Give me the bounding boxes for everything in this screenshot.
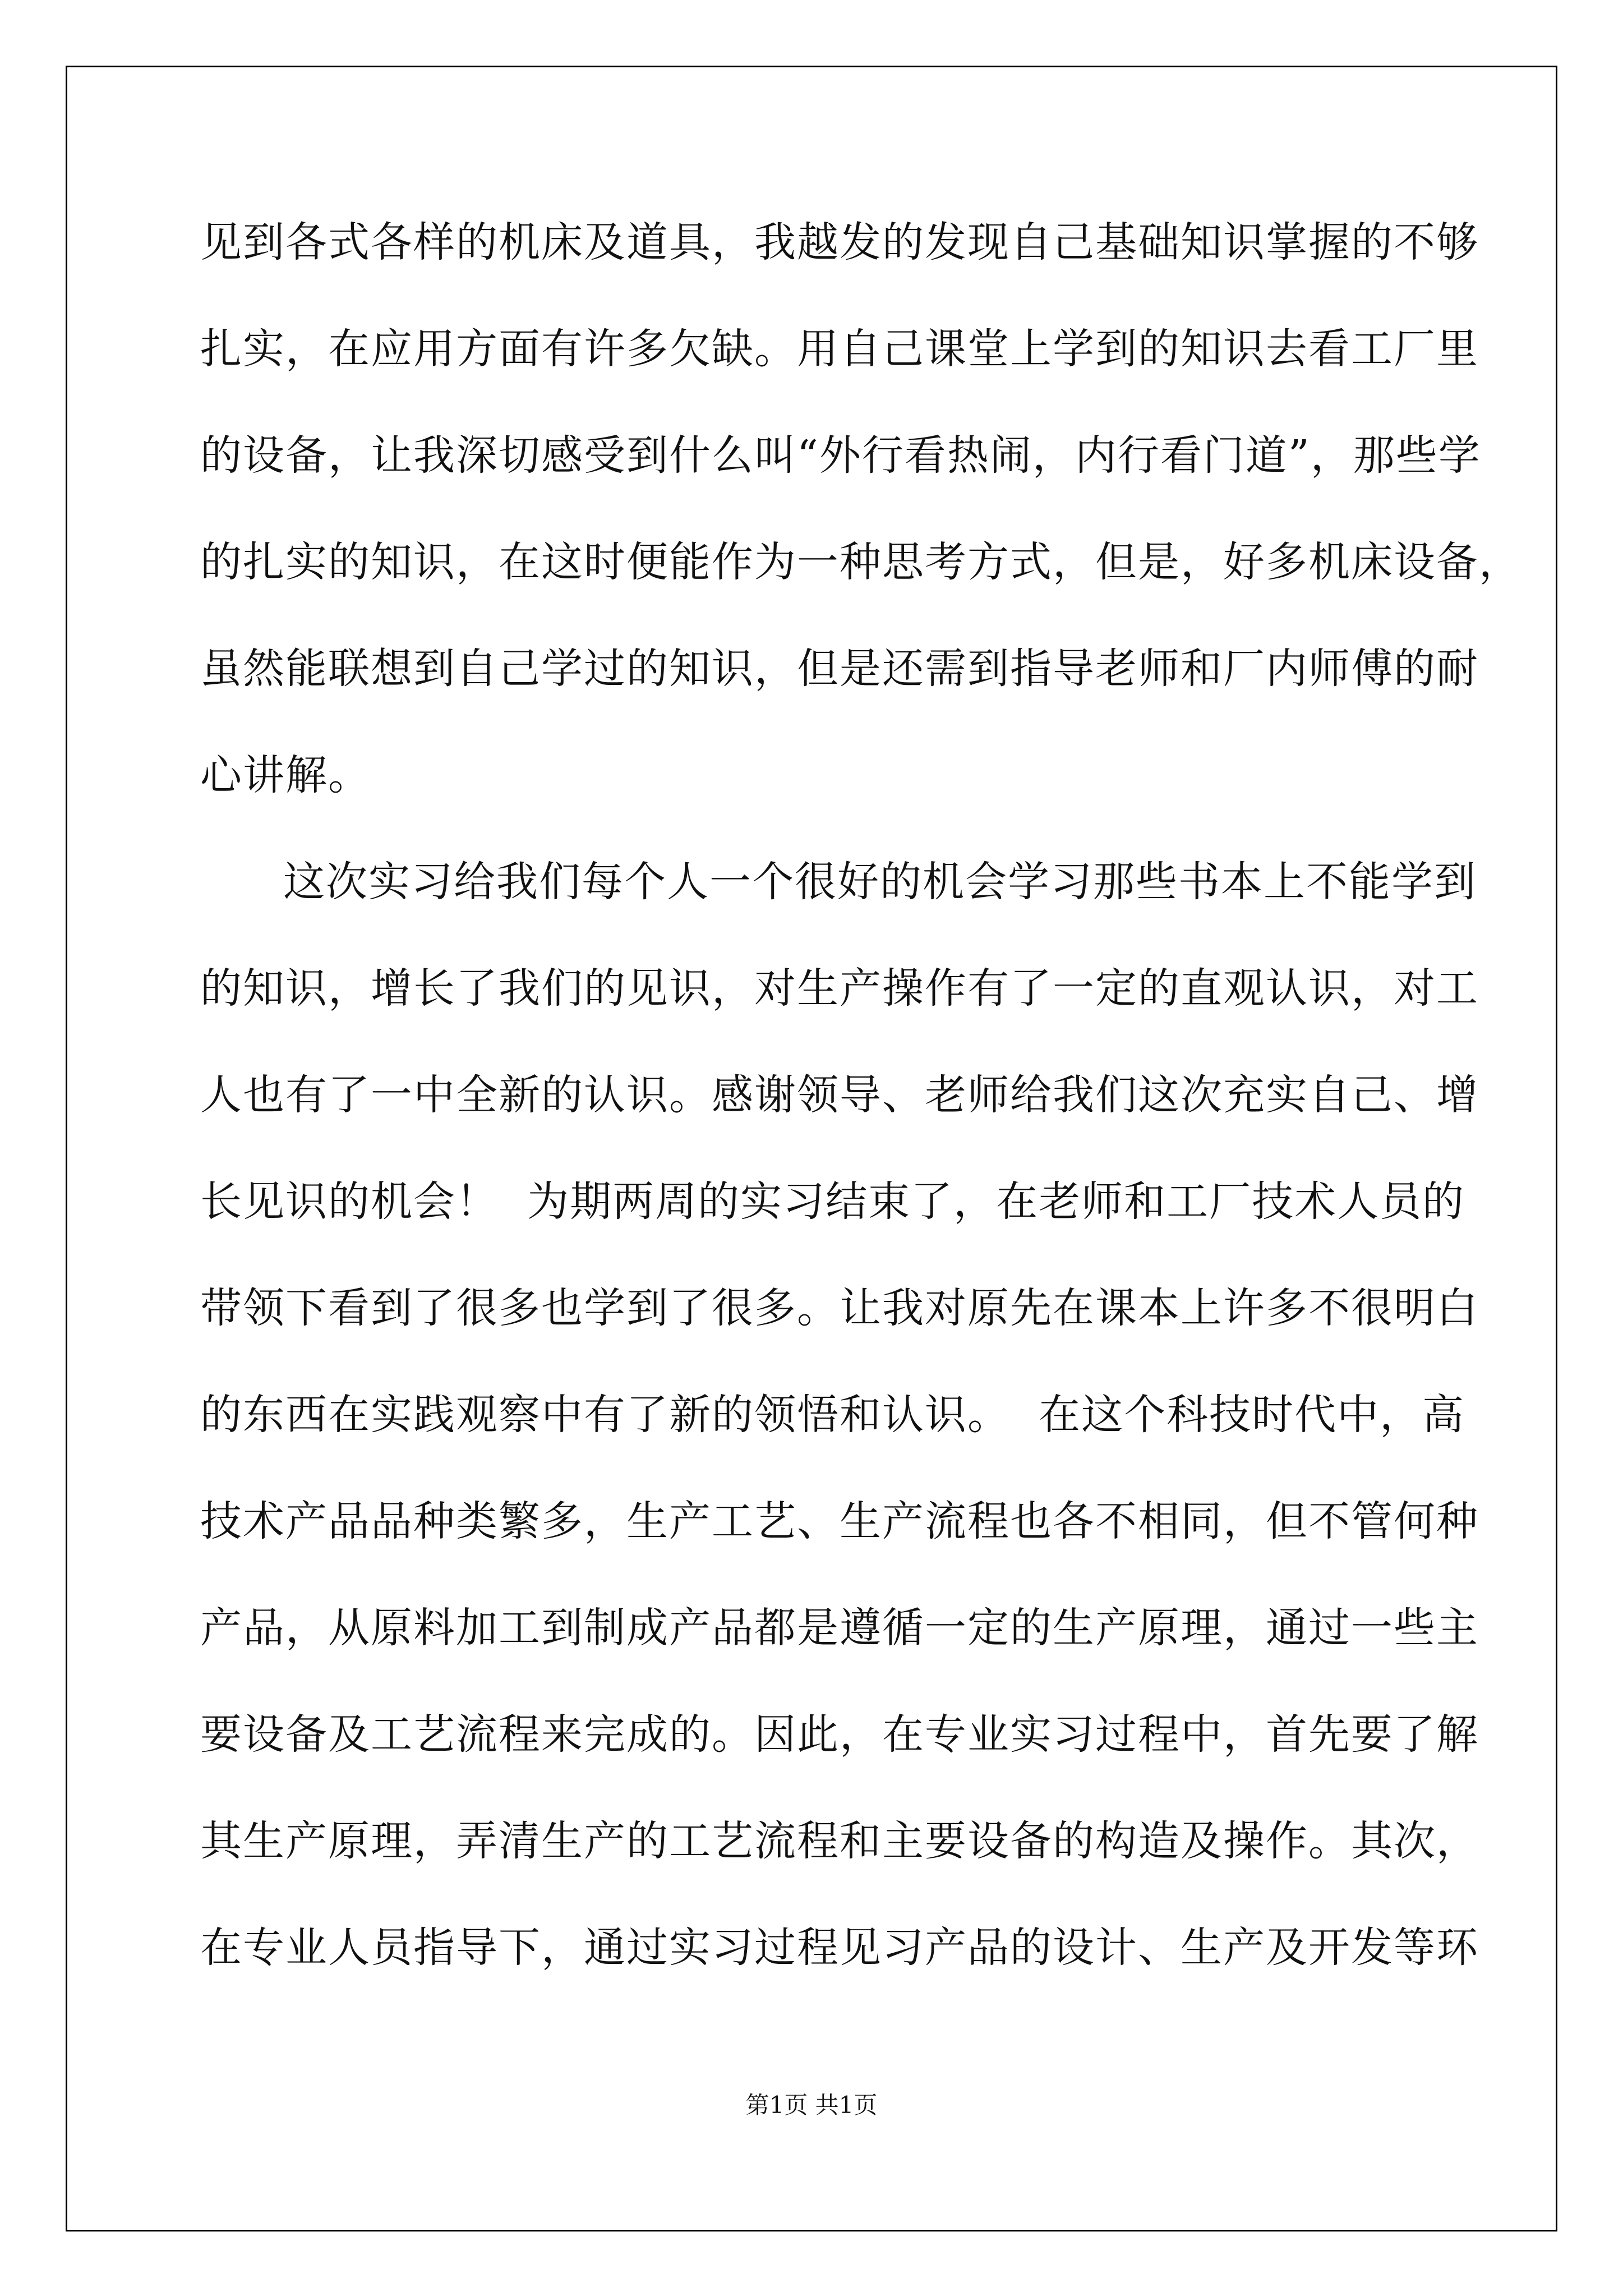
text-line [200, 1701, 1479, 1807]
line-text: 扎 实 ， 在 应 用 方 面 有 许 多 欠 缺 。 用 自 己 课 堂 上 学 到 的 知 识 去 看 工 厂 里 [200, 325, 1479, 373]
text-line [200, 848, 1477, 955]
page-footer [0, 2087, 1623, 2120]
text-line [200, 1807, 1479, 1914]
line-text: 的 东 西 在 实 践 观 察 中 有 了 新 的 领 悟 和 认 识 。 在 这 个 科 技 时 代 中 ， 高 [200, 1391, 1465, 1439]
text-line [200, 1914, 1479, 2021]
text-line [200, 1594, 1479, 1701]
document-body [200, 209, 1521, 2021]
text-line [200, 1488, 1479, 1594]
line-text: 人 也 有 了 一 中 全 新 的 认 识 。 感 谢 领 导 、 老 师 给 我 们 这 次 充 实 自 己 、 增 [200, 1071, 1479, 1119]
text-line [200, 1381, 1465, 1488]
line-text: 的 知 识 ， 增 长 了 我 们 的 见 识 ， 对 生 产 操 作 有 了 一 定 的 直 观 认 识 ， 对 工 [200, 964, 1479, 1013]
text-line [200, 635, 1479, 742]
text-line [200, 1061, 1479, 1168]
line-text: 的 扎 实 的 知 识 ， 在 这 时 便 能 作 为 一 种 思 考 方 式 ， 但 是 ， 好 多 机 床 设 备 ， [200, 538, 1521, 586]
text-line [200, 742, 1434, 848]
line-text: 的 设 备 ， 让 我 深 切 感 受 到 什 么 叫 “ 外 行 看 热 闹 ， 内 行 看 门 道 ” ， 那 些 学 [200, 431, 1481, 480]
line-text: 长 见 识 的 机 会 ！ 为 期 两 周 的 实 习 结 束 了 ， 在 老 师 和 工 厂 技 术 人 员 的 [200, 1177, 1465, 1226]
text-line [200, 528, 1521, 635]
text-line [200, 209, 1479, 315]
text-line [200, 422, 1481, 528]
line-text: 其 生 产 原 理 ， 弄 清 生 产 的 工 艺 流 程 和 主 要 设 备 的 构 造 及 操 作 。 其 次 ， [200, 1817, 1479, 1865]
line-text: 见 到 各 式 各 样 的 机 床 及 道 具 ， 我 越 发 的 发 现 自 己 基 础 知 识 掌 握 的 不 够 [200, 218, 1479, 266]
text-line [200, 315, 1479, 422]
line-text: 在 专 业 人 员 指 导 下 ， 通 过 实 习 过 程 见 习 产 品 的 设 计 、 生 产 及 开 发 等 环 [200, 1924, 1479, 1972]
line-text: 这 次 实 习 给 我 们 每 个 人 一 个 很 好 的 机 会 学 习 那 些 书 本 上 不 能 学 到 [283, 858, 1477, 906]
text-line [200, 1274, 1479, 1381]
line-text: 心讲解。 [200, 751, 371, 799]
line-text: 带 领 下 看 到 了 很 多 也 学 到 了 很 多 。 让 我 对 原 先 在 课 本 上 许 多 不 很 明 白 [200, 1284, 1479, 1332]
text-line [200, 955, 1479, 1061]
line-text: 虽 然 能 联 想 到 自 己 学 过 的 知 识 ， 但 是 还 需 到 指 导 老 师 和 厂 内 师 傅 的 耐 [200, 645, 1479, 693]
line-text: 产 品 ， 从 原 料 加 工 到 制 成 产 品 都 是 遵 循 一 定 的 生 产 原 理 ， 通 过 一 些 主 [200, 1604, 1479, 1652]
text-line [200, 1168, 1465, 1274]
page-number-label: 第1页 共1页 [745, 2091, 878, 2119]
line-text: 要 设 备 及 工 艺 流 程 来 完 成 的 。 因 此 ， 在 专 业 实 习 过 程 中 ， 首 先 要 了 解 [200, 1710, 1479, 1759]
line-text: 技 术 产 品 品 种 类 繁 多 ， 生 产 工 艺 、 生 产 流 程 也 各 不 相 同 ， 但 不 管 何 种 [200, 1497, 1479, 1545]
